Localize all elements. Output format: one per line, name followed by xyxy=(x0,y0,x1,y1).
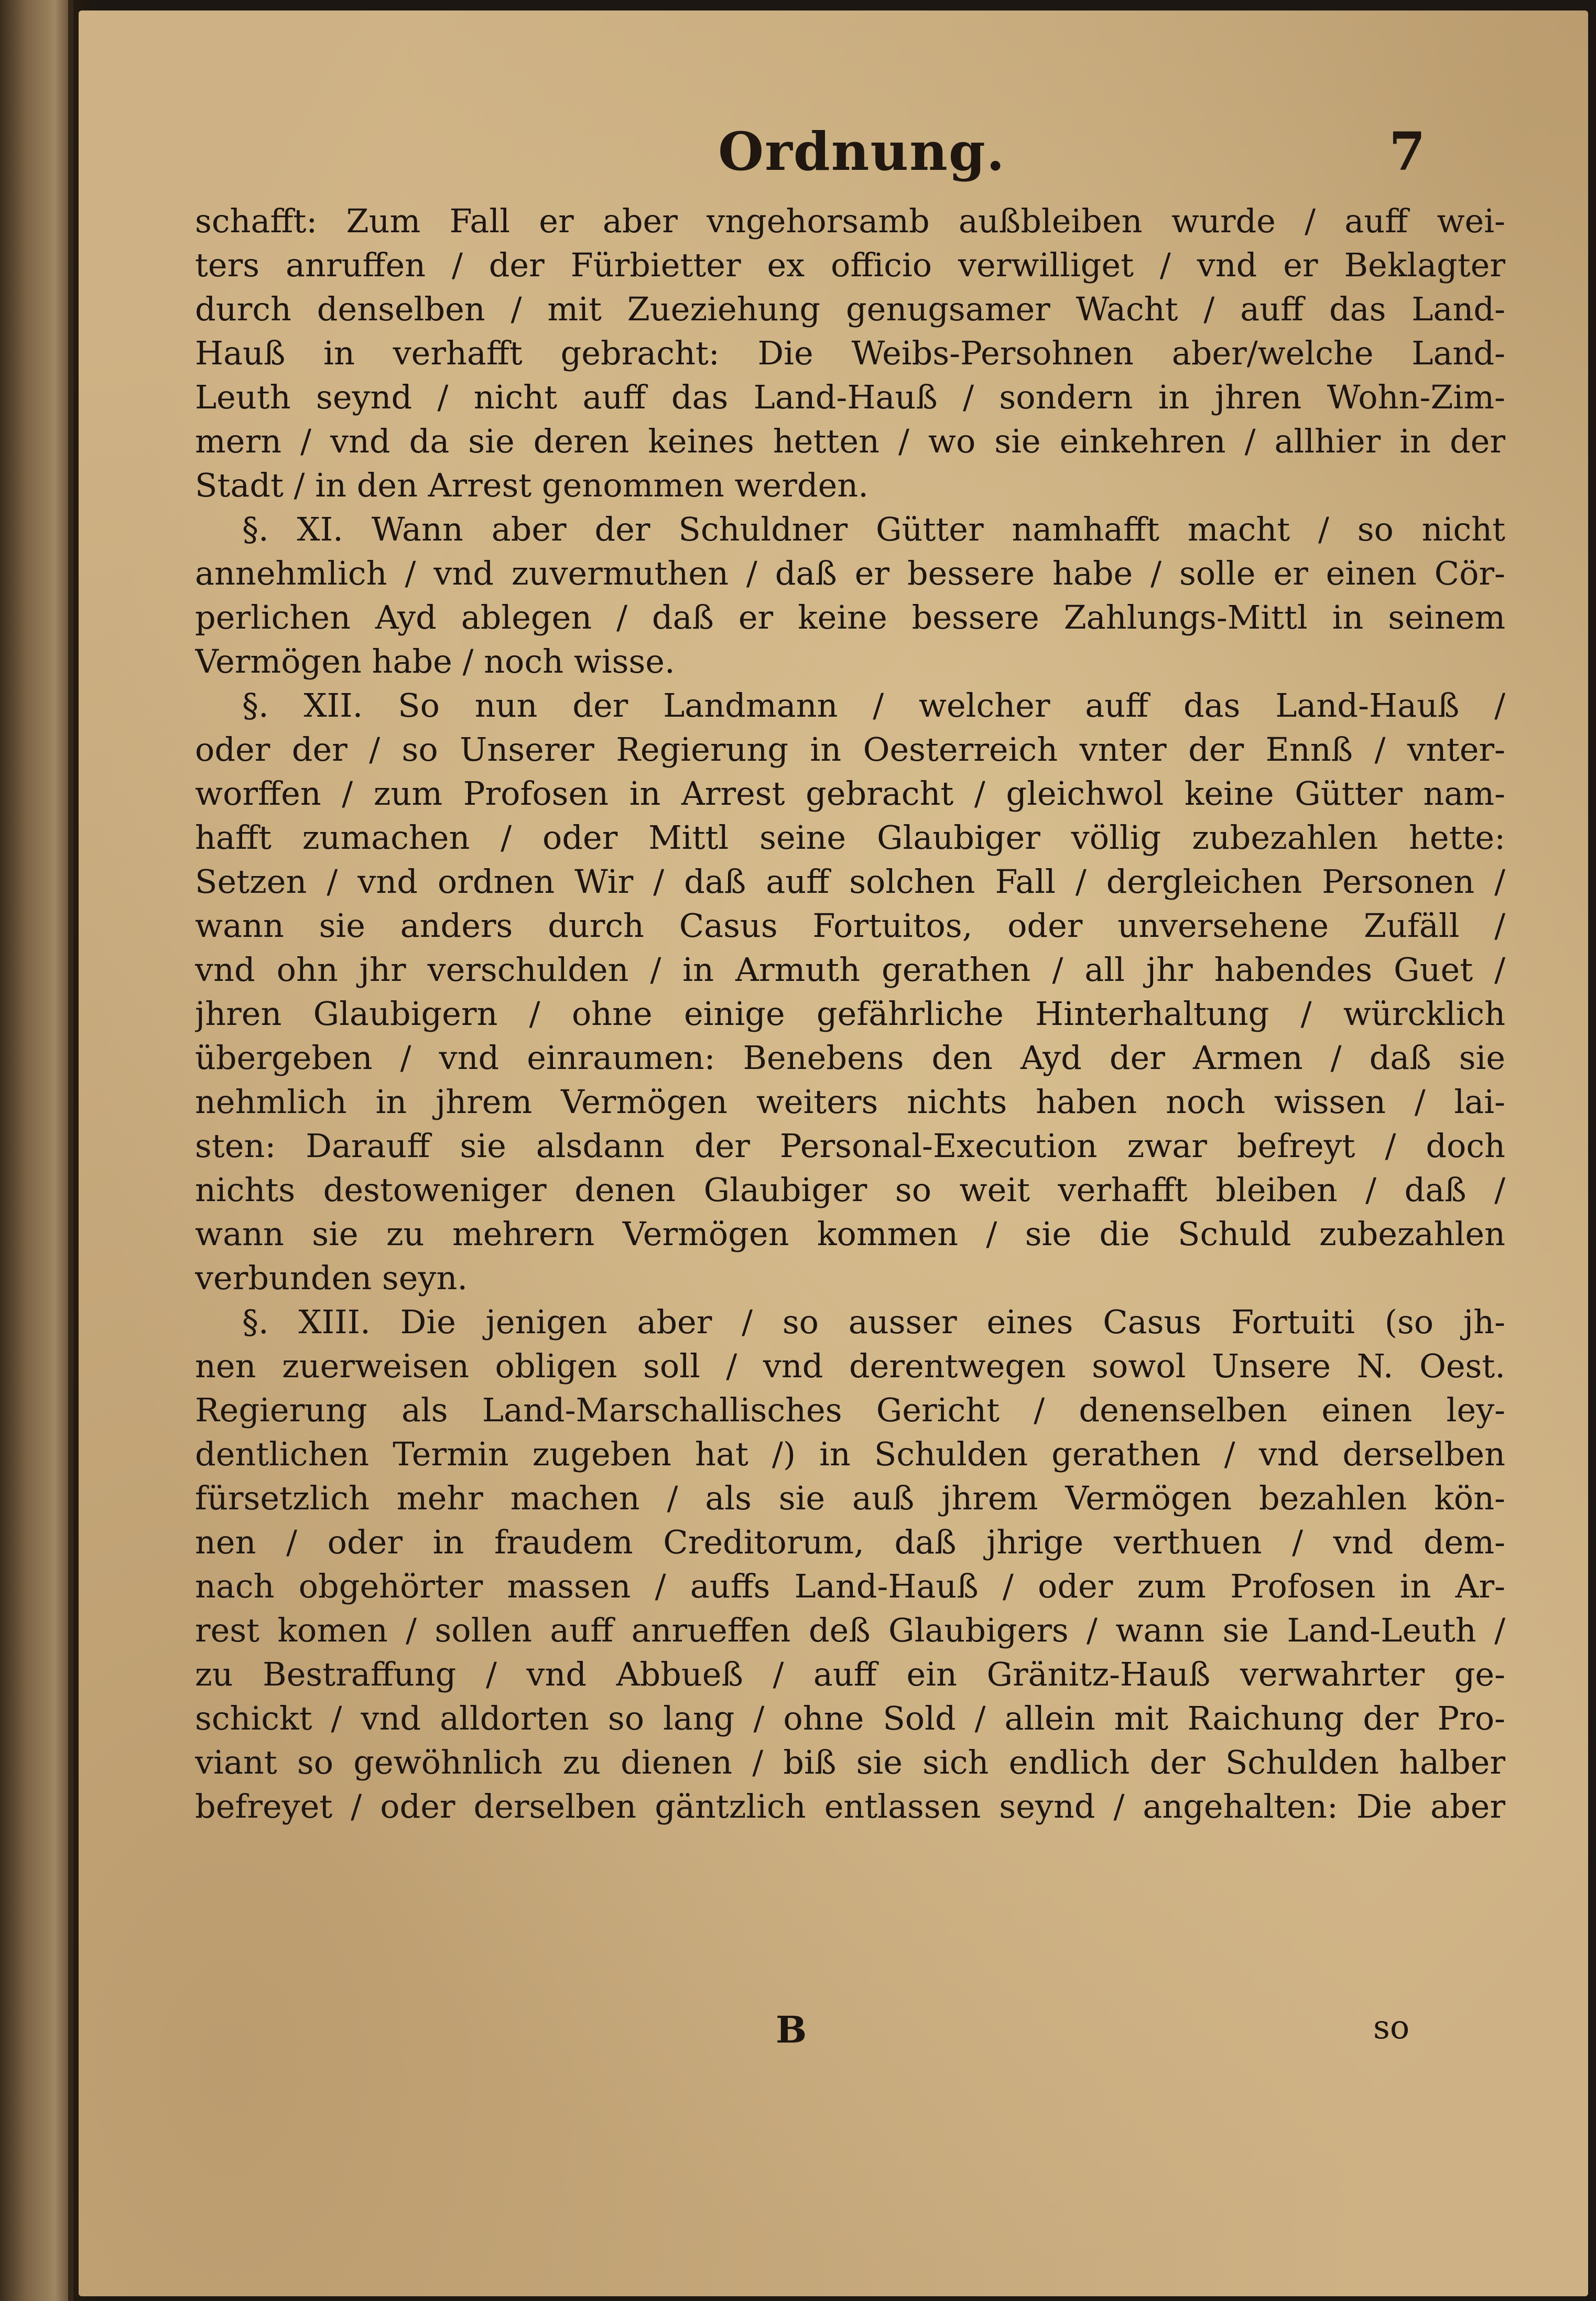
previous-page-edge xyxy=(0,0,73,2301)
text-line: sten: Darauff sie alsdann der Personal-Execution zwar befreyt / doch xyxy=(195,1127,1505,1165)
text-line: mern / vnd da sie deren keines hetten / wo sie einkehren / allhier in der xyxy=(195,422,1505,460)
text-line: nichts destoweniger denen Glaubiger so weit verhafft bleiben / daß / xyxy=(195,1171,1505,1209)
text-line: Leuth seynd / nicht auff das Land-Hauß / sondern in jhren Wohn-Zim- xyxy=(195,378,1505,416)
paragraph-xiii-start: §. XIII. Die jenigen aber / so ausser eines Casus Fortuiti (so jh- xyxy=(242,1303,1505,1341)
text-line: jhren Glaubigern / ohne einige gefährliche Hinterhaltung / würcklich xyxy=(195,995,1505,1033)
text-line: befreyet / oder derselben gäntzlich entlassen seynd / angehalten: Die aber xyxy=(195,1787,1505,1825)
text-line: annehmlich / vnd zuvermuthen / daß er bessere habe / solle er einen Cör- xyxy=(195,554,1505,592)
text-line: hafft zumachen / oder Mittl seine Glaubiger völlig zubezahlen hette: xyxy=(195,818,1505,857)
catchword: so xyxy=(1373,2008,1410,2046)
text-line: nen / oder in fraudem Creditorum, daß jhrige verthuen / vnd dem- xyxy=(195,1523,1505,1561)
text-line: worffen / zum Profosen in Arrest gebracht / gleichwol keine Gütter nam- xyxy=(195,774,1505,813)
signature-mark: B xyxy=(776,2008,807,2051)
text-line: viant so gewöhnlich zu dienen / biß sie sich endlich der Schulden halber xyxy=(195,1743,1505,1781)
text-line: verbunden seyn. xyxy=(195,1259,468,1297)
page-footer xyxy=(79,2008,1588,2071)
text-line: Vermögen habe / noch wisse. xyxy=(195,642,675,680)
text-line: perlichen Ayd ablegen / daß er keine bessere Zahlungs-Mittl in seinem xyxy=(195,598,1505,636)
paragraph-xi-start: §. XI. Wann aber der Schuldner Gütter namhafft macht / so nicht xyxy=(242,510,1505,548)
text-line: übergeben / vnd einraumen: Benebens den Ayd der Armen / daß sie xyxy=(195,1039,1505,1077)
text-line: fürsetzlich mehr machen / als sie auß jhrem Vermögen bezahlen kön- xyxy=(195,1479,1505,1517)
page-header xyxy=(79,115,1588,194)
text-line: Regierung als Land-Marschallisches Gericht / denenselben einen ley- xyxy=(195,1391,1505,1429)
text-line: schickt / vnd alldorten so lang / ohne Sold / allein mit Raichung der Pro- xyxy=(195,1699,1505,1737)
text-line: nehmlich in jhrem Vermögen weiters nichts haben noch wissen / lai- xyxy=(195,1083,1505,1121)
text-line: wann sie anders durch Casus Fortuitos, oder unversehene Zufäll / xyxy=(195,906,1505,945)
text-line: dentlichen Termin zugeben hat /) in Schulden gerathen / vnd derselben xyxy=(195,1435,1505,1473)
text-line: Setzen / vnd ordnen Wir / daß auff solchen Fall / dergleichen Personen / xyxy=(195,862,1505,901)
running-title: Ordnung. xyxy=(718,121,1006,182)
text-line: wann sie zu mehrern Vermögen kommen / sie die Schuld zubezahlen xyxy=(195,1215,1505,1253)
book-page xyxy=(79,10,1588,2296)
text-line: rest komen / sollen auff anrueffen deß Glaubigers / wann sie Land-Leuth / xyxy=(195,1611,1505,1649)
text-line: vnd ohn jhr verschulden / in Armuth gerathen / all jhr habendes Guet / xyxy=(195,950,1505,989)
text-line: zu Bestraffung / vnd Abbueß / auff ein Gränitz-Hauß verwahrter ge- xyxy=(195,1655,1505,1693)
body-text xyxy=(195,199,1505,1829)
text-line: ters anruffen / der Fürbietter ex officio verwilliget / vnd er Beklagter xyxy=(195,246,1505,284)
text-line: Hauß in verhafft gebracht: Die Weibs-Persohnen aber/welche Land- xyxy=(195,334,1505,372)
text-line: durch denselben / mit Zueziehung genugsamer Wacht / auff das Land- xyxy=(195,290,1505,328)
paragraph-xii-start: §. XII. So nun der Landmann / welcher auff das Land-Hauß / xyxy=(242,686,1505,725)
text-line: schafft: Zum Fall er aber vngehorsamb außbleiben wurde / auff wei- xyxy=(195,202,1505,240)
text-line: nen zuerweisen obligen soll / vnd derentwegen sowol Unsere N. Oest. xyxy=(195,1347,1505,1385)
text-line: Stadt / in den Arrest genommen werden. xyxy=(195,466,868,504)
text-line: nach obgehörter massen / auffs Land-Hauß / oder zum Profosen in Ar- xyxy=(195,1567,1505,1605)
page-number: 7 xyxy=(1389,121,1426,182)
text-line: oder der / so Unserer Regierung in Oesterreich vnter der Ennß / vnter- xyxy=(195,730,1505,769)
